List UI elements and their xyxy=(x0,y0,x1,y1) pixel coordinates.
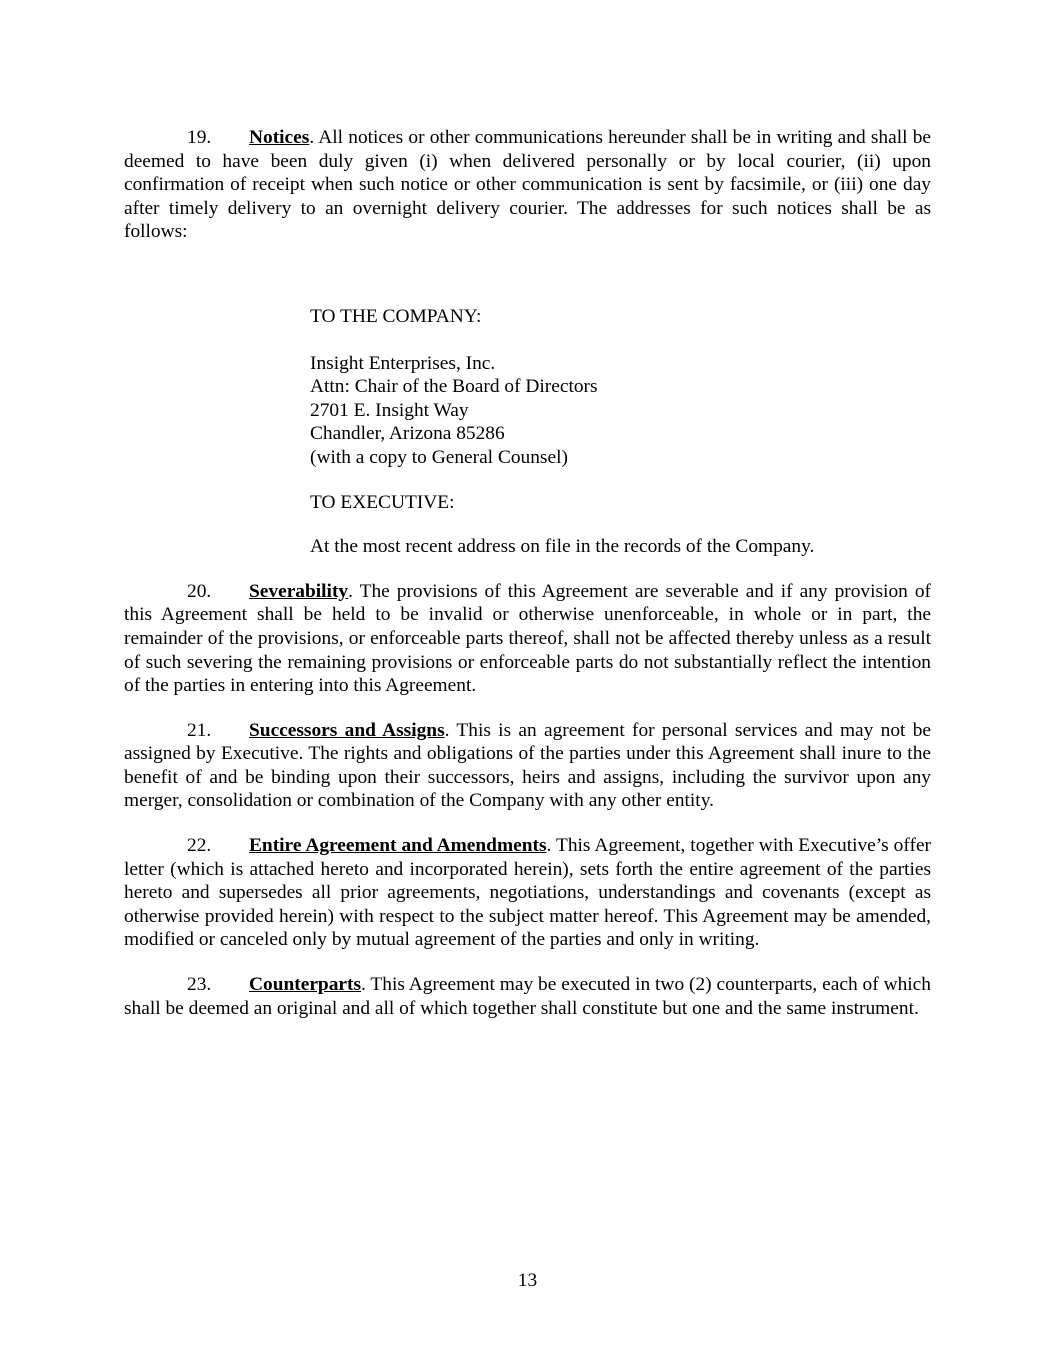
executive-address: At the most recent address on file in the records of the Company. xyxy=(310,536,815,558)
document-page xyxy=(124,126,931,1020)
address-line: Attn: Chair of the Board of Directors xyxy=(310,376,598,398)
section-text: . The provisions of this Agreement are severable and if any provision of this Agreement shall be held to be invalid or otherwise unenforceable, in whole or in part, the remainder of the provisions, or enforceable parts thereof, shall not be affected thereby unless as a result of such severing the remaining provisions or enforceable parts do not substantially reflect the intention of the parties in entering into this Agreement. xyxy=(124,580,931,697)
section-heading: Successors and Assigns xyxy=(249,719,445,741)
section-heading: Entire Agreement and Amendments xyxy=(249,835,547,857)
company-notice-label: TO THE COMPANY: xyxy=(310,305,482,327)
section-number: 21. xyxy=(187,719,212,741)
address-line: Chandler, Arizona 85286 xyxy=(310,423,505,445)
section-number: 19. xyxy=(187,127,212,148)
section-23 xyxy=(124,973,931,1020)
section-22 xyxy=(124,834,931,952)
section-21 xyxy=(124,719,931,813)
section-number: 20. xyxy=(187,580,212,602)
section-text: . All notices or other communications hereunder shall be in writing and shall be deemed to have been duly given (i) when delivered personally or by local courier, (ii) upon confirmation of receipt when such notice or other communication is sent by facsimile, or (iii) one day after timely delivery to an overnight delivery courier. The addresses for such notices shall be as follows: xyxy=(124,127,931,243)
section-heading: Notices xyxy=(249,127,310,148)
address-line: Insight Enterprises, Inc. xyxy=(310,352,496,374)
address-line: 2701 E. Insight Way xyxy=(310,399,469,421)
section-heading: Counterparts xyxy=(249,974,362,996)
section-number: 23. xyxy=(187,974,212,996)
section-text: . This Agreement, together with Executive’s offer letter (which is attached hereto and incorporated herein), sets forth the entire agreement of the parties hereto and supersedes all prior agreements, negotiations, understandings and covenants (except as otherwise provided herein) with respect to the subject matter hereof. This Agreement may be amended, modified or canceled only by mutual agreement of the parties and only in writing. xyxy=(124,835,932,951)
section-text: . This Agreement may be executed in two (2) counterparts, each of which shall be deemed an original and all of which together shall constitute but one and the same instrument. xyxy=(124,974,931,1019)
section-heading: Severability xyxy=(249,580,349,602)
section-text: . This is an agreement for personal services and may not be assigned by Executive. The rights and obligations of the parties under this Agreement shall inure to the benefit of and be binding upon their successors, heirs and assigns, including the survivor upon any merger, consolidation or combination of the Company with any other entity. xyxy=(124,719,931,812)
address-line: (with a copy to General Counsel) xyxy=(310,446,568,468)
page-number: 13 xyxy=(517,1270,538,1291)
executive-notice-label: TO EXECUTIVE: xyxy=(310,491,455,513)
company-address xyxy=(310,352,931,470)
section-20 xyxy=(124,580,931,698)
section-19 xyxy=(124,126,931,244)
section-number: 22. xyxy=(187,835,212,857)
